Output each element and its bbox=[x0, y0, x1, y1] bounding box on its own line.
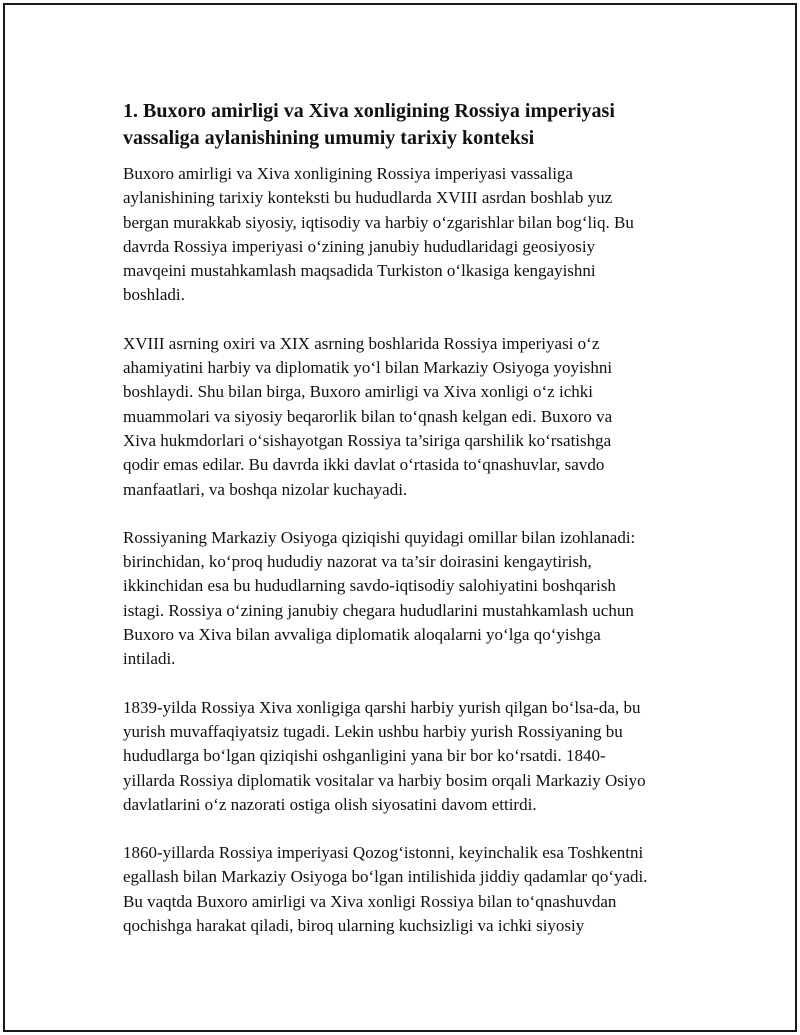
text-line: yillarda Rossiya diplomatik vositalar va harbiy bosim orqali Markaziy Osiyo bbox=[123, 770, 646, 790]
text-line: Rossiyaning Markaziy Osiyoga qiziqishi quyidagi omillar bilan izohlanadi: bbox=[123, 527, 636, 547]
text-line: manfaatlari, va boshqa nizolar kuchayadi. bbox=[123, 479, 408, 499]
paragraph-1 bbox=[123, 162, 695, 308]
text-line: XVIII asrning oxiri va XIX asrning boshlarida Rossiya imperiyasi o‘z bbox=[123, 333, 600, 353]
text-line: mavqeini mustahkamlash maqsadida Turkiston o‘lkasiga kengayishni bbox=[123, 261, 596, 281]
text-line: muammolari va siyosiy beqarorlik bilan to‘qnash kelgan edi. Buxoro va bbox=[123, 406, 613, 426]
text-line: boshlaydi. Shu bilan birga, Buxoro amirligi va Xiva xonligi o‘z ichki bbox=[123, 382, 593, 402]
text-line: istagi. Rossiya o‘zining janubiy chegara hududlarini mustahkamlash uchun bbox=[123, 600, 634, 620]
text-line: ahamiyatini harbiy va diplomatik yo‘l bilan Markaziy Osiyoga yoyishni bbox=[123, 358, 613, 378]
text-line: davlatlarini o‘z nazorati ostiga olish siyosatini davom ettirdi. bbox=[123, 794, 537, 814]
page-border bbox=[3, 3, 797, 1032]
text-line: aylanishining tarixiy konteksti bu hududlarda XVIII asrdan boshlab yuz bbox=[123, 188, 613, 208]
text-line: Buxoro amirligi va Xiva xonligining Rossiya imperiyasi vassaliga bbox=[123, 164, 573, 183]
text-line: bergan murakkab siyosiy, iqtisodiy va harbiy o‘zgarishlar bilan bog‘liq. Bu bbox=[123, 212, 634, 232]
text-line: 1839-yilda Rossiya Xiva xonligiga qarshi harbiy yurish qilgan bo‘lsa-da, bu bbox=[123, 697, 641, 717]
text-line: qochishga harakat qiladi, biroq ularning kuchsizligi va ichki siyosiy bbox=[123, 916, 585, 936]
text-line: Buxoro va Xiva bilan avvaliga diplomatik aloqalarni yo‘lga qo‘yishga bbox=[123, 625, 601, 645]
paragraph-2 bbox=[123, 332, 695, 502]
text-line: Bu vaqtda Buxoro amirligi va Xiva xonligi Rossiya bilan to‘qnashuvdan bbox=[123, 891, 617, 911]
heading-line: 1. Buxoro amirligi va Xiva xonligining Rossiya imperiyasi bbox=[123, 100, 615, 122]
text-line: ikkinchidan esa bu hududlarning savdo-iqtisodiy salohiyatini boshqarish bbox=[123, 576, 616, 596]
text-line: boshladi. bbox=[123, 285, 185, 305]
text-line: intiladi. bbox=[123, 649, 176, 669]
paragraph-4 bbox=[123, 696, 695, 817]
section-heading bbox=[123, 98, 695, 152]
paragraph-5 bbox=[123, 841, 695, 938]
paragraph-3 bbox=[123, 526, 695, 672]
text-line: Xiva hukmdorlari o‘sishayotgan Rossiya ta’siriga qarshilik ko‘rsatishga bbox=[123, 430, 612, 450]
text-line: davrda Rossiya imperiyasi o‘zining janubiy hududlaridagi geosiyosiy bbox=[123, 236, 596, 256]
heading-line: vassaliga aylanishining umumiy tarixiy konteksi bbox=[123, 127, 535, 149]
text-line: birinchidan, ko‘proq hududiy nazorat va ta’sir doirasini kengaytirish, bbox=[123, 552, 592, 572]
text-line: egallash bilan Markaziy Osiyoga bo‘lgan intilishida jiddiy qadamlar qo‘yadi. bbox=[123, 867, 648, 887]
text-line: qodir emas edilar. Bu davrda ikki davlat o‘rtasida to‘qnashuvlar, savdo bbox=[123, 455, 605, 475]
text-line: 1860-yillarda Rossiya imperiyasi Qozog‘istonni, keyinchalik esa Toshkentni bbox=[123, 843, 644, 863]
document-body bbox=[123, 98, 695, 962]
text-line: hududlarga bo‘lgan qiziqishi oshganligini yana bir bor ko‘rsatdi. 1840- bbox=[123, 746, 606, 766]
text-line: yurish muvaffaqiyatsiz tugadi. Lekin ushbu harbiy yurish Rossiyaning bu bbox=[123, 721, 623, 741]
